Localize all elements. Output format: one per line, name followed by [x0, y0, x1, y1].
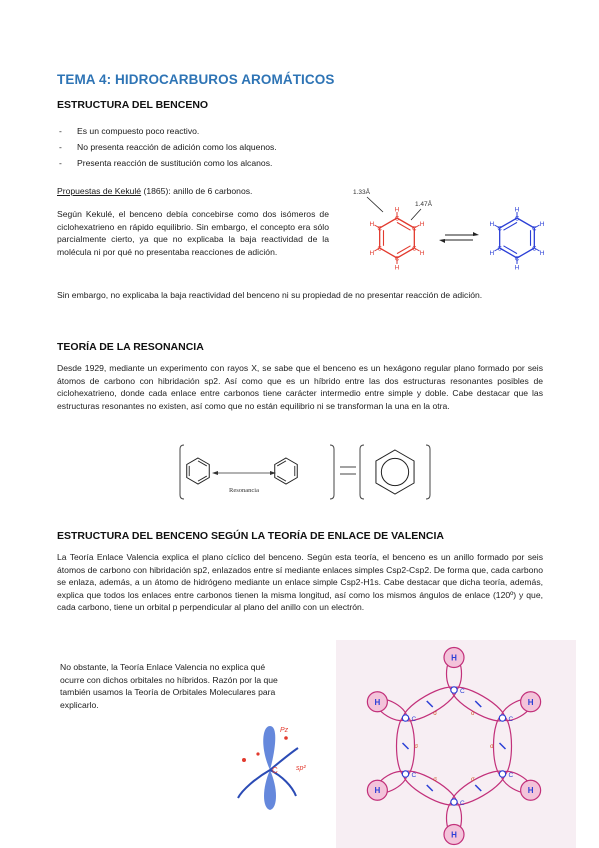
kekule-closing-paragraph: Sin embargo, no explicaba la baja reactividad del benceno ni su propiedad de no presentar reacción de adición.	[57, 290, 483, 300]
p-orbital-sketch	[232, 718, 322, 818]
atom-h-label: H	[369, 221, 375, 228]
atom-h-label: H	[539, 250, 545, 257]
carbon-label: C	[508, 716, 514, 723]
valence-bond-paragraph: La Teoría Enlace Valencia explica el plano cíclico del benceno. Según esta teoría, el benceno es un anillo formado por seis átomos de carbono con hibridación sp2, enlazados entre sí mediante enlaces simples Csp2-Csp2. De forma que, cada carbono se enlaza, además, a un átomo de hidrógeno mediante un enlace simple Csp2-H1s. Cabe destacar que dicha teoría, además, explica que todos los enlaces entre carbonos tienen la misma longitud, así como los mismos ángulos de enlace (120º) y que, cada carbono, tiene un orbital p perpendicular al plano del anillo con un electrón.	[57, 552, 543, 613]
atom-c-label: C	[514, 216, 520, 223]
list-item: - Presenta reacción de sustitución como los alcanos.	[57, 155, 277, 171]
atom-h-label: H	[419, 221, 425, 228]
kekule-structure-blue	[490, 207, 545, 272]
bond-pointer-arrow	[367, 197, 383, 212]
atom-h-label: H	[369, 250, 375, 257]
resonance-structure-2	[275, 458, 298, 484]
hydrogen-label: H	[374, 697, 381, 707]
orbital-pz-label: Pz	[280, 727, 289, 734]
orbital-sp2-label: sp²	[296, 765, 306, 772]
list-item: - No presenta reacción de adición como los alquenos.	[57, 139, 277, 155]
atom-h-label: H	[419, 250, 425, 257]
atom-c-label: C	[377, 246, 382, 253]
resonance-label: Resonancia	[229, 487, 259, 494]
hydrogen-label: H	[374, 786, 381, 796]
atom-c-label: C	[377, 226, 382, 233]
atom-c-label: C	[532, 226, 537, 233]
resonance-figure	[178, 441, 434, 503]
section-heading-resonance: TEORÍA DE LA RESONANCIA	[57, 341, 204, 353]
section-heading-structure: ESTRUCTURA DEL BENCENO	[57, 99, 209, 111]
resonance-paragraph: Desde 1929, mediante un experimento con rayos X, se sabe que el benceno es un hexágono regular plano formado por seis átomos de carbono con hibridación sp2. Así como que es un híbrido entre las dos estructuras resonantes posibles de ciclohexatrieno, donde cada enlace entre carbonos tiene carácter intermedio entre simple y doble. Cabe destacar que las estructuras resonantes no existen, así como que no están equilibrio ni se transforman la una en la otra.	[57, 363, 543, 411]
atom-h-label: H	[489, 221, 495, 228]
hydrogen-label: H	[451, 830, 457, 840]
atom-c-label: C	[412, 246, 417, 253]
valence-bond-note: No obstante, la Teoría Enlace Valencia no explica qué ocurre con dichos orbitales no híbridos. Razón por la que también usamos la Teoría de Orbitales Moleculares para explicarlo.	[60, 662, 278, 710]
bond-length-short-label: 1.33Å	[353, 189, 370, 196]
atom-c-label: C	[394, 256, 400, 263]
resonance-structure-1	[187, 458, 210, 484]
atom-h-label: H	[489, 250, 495, 257]
sigma-label: σ	[414, 744, 419, 750]
sigma-label: σ	[489, 744, 494, 750]
sigma-label: σ	[433, 711, 437, 718]
atom-c-label: C	[497, 226, 502, 233]
hydrogen-label: H	[527, 786, 534, 796]
sigma-label: σ	[471, 711, 475, 718]
carbon-label: C	[411, 716, 417, 723]
resonance-hybrid-structure	[376, 450, 414, 494]
carbon-label: C	[508, 772, 514, 779]
hydrogen-label: H	[451, 653, 457, 663]
atom-h-label: H	[539, 221, 545, 228]
bond-length-long-label: 1.47Å	[415, 201, 432, 208]
kekule-paragraph: Según Kekulé, el benceno debía concebirse como dos isómeros de ciclohexatrieno en rápido equilibrio. Sin embargo, el concepto era sólo parcialmente cierto, ya que no explicaba la baja reactividad de la molécula ni por qué no presentaba reacciones de adición.	[57, 209, 329, 257]
atom-c-label: C	[514, 256, 520, 263]
atom-h-label: H	[394, 206, 400, 214]
kekule-link: Propuestas de Kekulé	[57, 186, 142, 196]
section-heading-valence-bond: ESTRUCTURA DEL BENCENO SEGÚN LA TEORÍA DE ENLACE DE VALENCIA	[57, 530, 444, 542]
carbon-label: C	[460, 800, 465, 807]
atom-c-label: C	[497, 246, 502, 253]
resonance-double-arrow	[212, 471, 276, 475]
carbon-label: C	[460, 688, 465, 695]
orbital-c-label: C	[272, 766, 278, 775]
property-list	[57, 123, 277, 171]
atom-c-label: C	[412, 226, 417, 233]
atom-h-label: H	[514, 264, 520, 272]
hydrogen-label: H	[527, 697, 534, 707]
list-item: - Es un compuesto poco reactivo.	[57, 123, 277, 139]
atom-h-label: H	[514, 206, 520, 214]
kekule-structure-red	[370, 207, 425, 272]
carbon-label: C	[411, 772, 417, 779]
sketch-background	[336, 640, 576, 848]
kekule-caption-rest: (1865): anillo de 6 carbonos.	[141, 186, 253, 196]
bond-pointer-arrow	[411, 209, 421, 220]
sigma-label: σ	[433, 776, 437, 783]
page-title: TEMA 4: HIDROCARBUROS AROMÁTICOS	[57, 72, 335, 87]
sigma-label: σ	[471, 776, 475, 783]
benzene-sigma-orbital-sketch	[336, 640, 576, 848]
atom-c-label: C	[532, 246, 537, 253]
atom-c-label: C	[394, 216, 400, 223]
equilibrium-arrows	[439, 232, 479, 243]
kekule-structures-figure	[345, 180, 555, 280]
atom-h-label: H	[394, 264, 400, 272]
kekule-caption	[57, 186, 252, 196]
